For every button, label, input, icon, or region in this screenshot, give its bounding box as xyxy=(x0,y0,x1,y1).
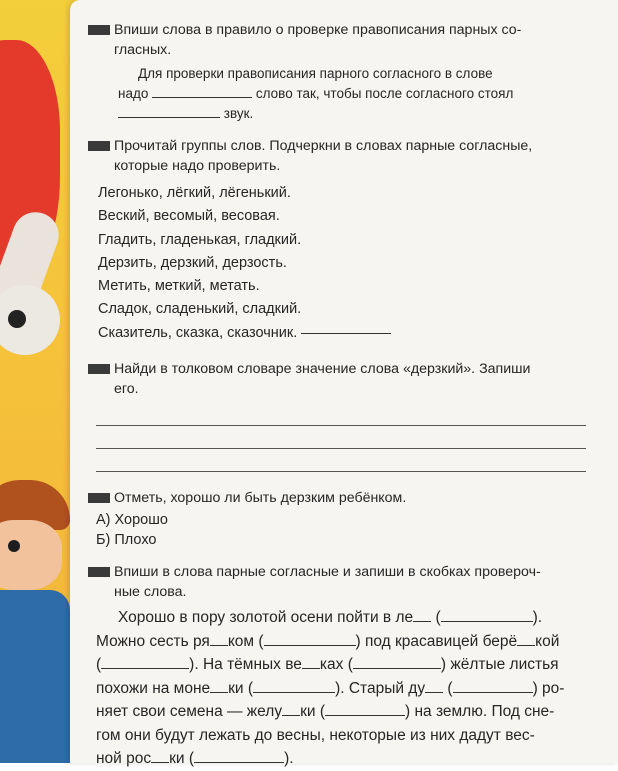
task-number-marker xyxy=(88,141,110,151)
task-5-title-line1: Впиши в слова парные согласные и запиши в скобках провероч- xyxy=(114,564,541,581)
word-group[interactable]: Веский, весомый, весовая. xyxy=(98,208,280,225)
worksheet-content xyxy=(88,14,603,771)
passage-text: кой xyxy=(535,632,560,650)
passage-text: ках ( xyxy=(319,656,353,674)
passage-text: ) жёлтые листья xyxy=(440,656,559,674)
rule-blank-1[interactable] xyxy=(152,85,252,98)
task-4-title-line1: Отметь, хорошо ли быть дерзким ребёнком. xyxy=(114,490,407,507)
passage-text: ( xyxy=(96,656,102,674)
rule-line2-end: слово так, чтобы после согласного стоял xyxy=(255,86,514,101)
task-5-title-line2: ные слова. xyxy=(114,584,187,601)
letter-blank[interactable] xyxy=(210,679,228,693)
task-3 xyxy=(88,359,603,472)
passage-text: похожи на моне xyxy=(96,679,211,697)
answer-lines xyxy=(88,403,603,472)
task-4-title xyxy=(88,488,603,508)
check-word-blank[interactable] xyxy=(325,702,405,716)
answer-line[interactable] xyxy=(96,403,586,426)
letter-blank[interactable] xyxy=(413,608,431,622)
task-5-title xyxy=(88,562,603,602)
letter-blank[interactable] xyxy=(517,632,535,646)
passage-text: ). На тёмных ве xyxy=(189,656,302,674)
cover-kid-eye xyxy=(8,540,20,552)
task-1-title xyxy=(88,20,603,60)
task-4-options xyxy=(88,510,603,550)
check-word-blank[interactable] xyxy=(194,749,284,763)
task-5-passage xyxy=(88,606,603,771)
task-1 xyxy=(88,20,603,124)
check-word-blank[interactable] xyxy=(264,632,356,646)
rule-line1: Для проверки правописания парного согласного в слове xyxy=(138,66,493,81)
option-a[interactable]: А) Хорошо xyxy=(96,512,168,529)
letter-blank[interactable] xyxy=(151,749,169,763)
task-2-title xyxy=(88,136,603,176)
task-5 xyxy=(88,562,603,771)
task-3-title xyxy=(88,359,603,399)
passage-text: няет свои семена — желу xyxy=(96,703,283,721)
word-group[interactable]: Метить, меткий, метать. xyxy=(98,278,260,295)
word-group[interactable]: Легонько, лёгкий, лёгенький. xyxy=(98,185,291,201)
passage-text: ). Старый ду xyxy=(335,679,426,697)
task-number-marker xyxy=(88,493,110,503)
task-2 xyxy=(88,136,603,345)
task-4 xyxy=(88,488,603,550)
check-word-blank[interactable] xyxy=(353,655,441,669)
check-word-blank[interactable] xyxy=(101,655,189,669)
passage-text: ( xyxy=(447,679,453,697)
passage-text: ) ро- xyxy=(532,679,565,697)
rule-blank-2[interactable] xyxy=(118,105,220,118)
task-number-marker xyxy=(88,567,110,577)
word-group[interactable] xyxy=(98,322,603,345)
letter-blank[interactable] xyxy=(282,702,300,716)
passage-text: ки ( xyxy=(228,679,254,697)
task-number-marker xyxy=(88,364,110,374)
check-word-blank[interactable] xyxy=(441,608,533,622)
passage-text: ) на землю. Под сне- xyxy=(405,703,555,721)
answer-line[interactable] xyxy=(96,449,586,472)
task-1-rule xyxy=(88,64,603,124)
task-3-title-line1: Найди в толковом словаре значение слова «дерзкий». Запиши xyxy=(114,361,531,378)
passage-text: ( xyxy=(435,609,441,627)
passage-text: Можно сесть ря xyxy=(96,632,210,650)
task-1-title-line2: гласных. xyxy=(114,42,172,58)
word-groups xyxy=(88,182,603,345)
rule-line2-start: надо xyxy=(118,86,149,101)
passage-text: ком ( xyxy=(227,632,264,650)
option-b[interactable]: Б) Плохо xyxy=(96,532,157,549)
passage-text: ки ( xyxy=(300,703,325,721)
passage-text: ). xyxy=(532,609,543,627)
rule-line3-end: звук. xyxy=(223,106,254,121)
task-number-marker xyxy=(88,25,110,35)
task-1-title-line1: Впиши слова в правило о проверке правописания парных со- xyxy=(114,22,522,38)
passage-text: ) под красавицей берё xyxy=(355,632,518,650)
task-3-title-line2: его. xyxy=(114,381,139,398)
letter-blank[interactable] xyxy=(302,655,320,669)
cover-kid-shirt xyxy=(0,590,70,763)
letter-blank[interactable] xyxy=(210,632,228,646)
passage-text: ной рос xyxy=(96,750,152,768)
word-group-text: Сказитель, сказка, сказочник. xyxy=(98,324,298,341)
worksheet-page xyxy=(70,0,618,768)
passage-text: Хорошо в пору золотой осени пойти в ле xyxy=(118,609,414,627)
word-group[interactable]: Сладок, сладенький, сладкий. xyxy=(98,301,302,318)
check-word-blank[interactable] xyxy=(453,679,533,693)
task-2-title-line2: которые надо проверить. xyxy=(114,158,281,174)
word-group-line xyxy=(301,332,391,334)
letter-blank[interactable] xyxy=(425,679,443,693)
word-group[interactable]: Гладить, гладенькая, гладкий. xyxy=(98,231,302,248)
cover-kid-face xyxy=(0,520,62,590)
passage-text: ки ( xyxy=(169,750,195,768)
answer-line[interactable] xyxy=(96,426,586,449)
passage-text: ). xyxy=(284,750,294,768)
task-2-title-line1: Прочитай группы слов. Подчеркни в словах парные согласные, xyxy=(114,138,533,154)
cover-bunny-eye xyxy=(8,310,26,328)
word-group[interactable]: Дерзить, дерзкий, дерзость. xyxy=(98,254,287,271)
passage-text: гом они будут лежать до весны, некоторые из них дадут вес- xyxy=(96,726,535,744)
check-word-blank[interactable] xyxy=(253,679,335,693)
